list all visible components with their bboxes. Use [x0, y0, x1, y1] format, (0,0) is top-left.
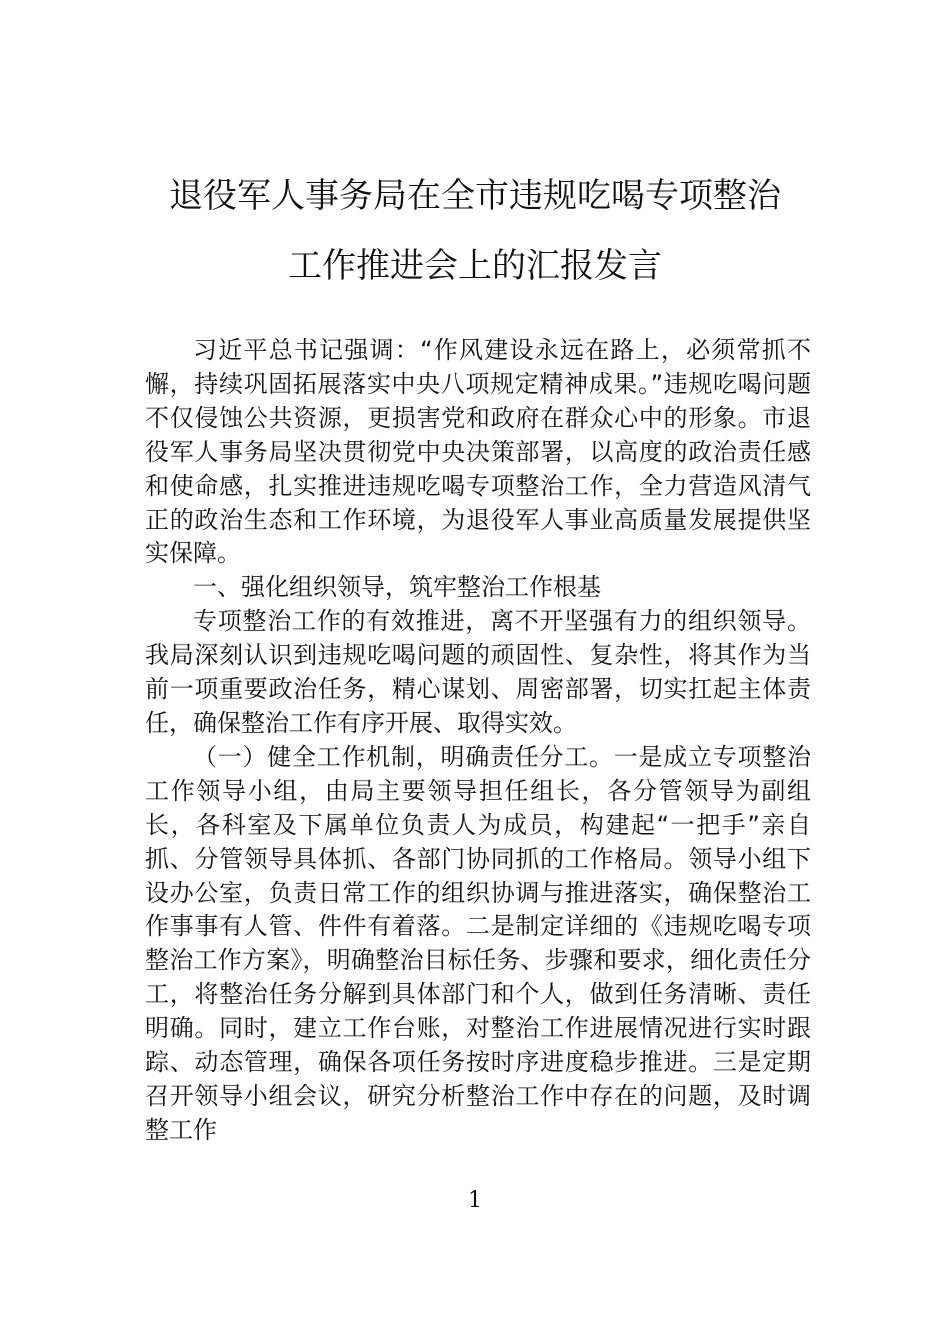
paragraph-subsection-1: （一）健全工作机制，明确责任分工。一是成立专项整治工作领导小组，由局主要领导担任组长，各分管领导为副组长，各科室及下属单位负责人为成员，构建起“一把手”亲自抓、分管领导具体抓、各部门协同抓的工作格局。领导小组下设办公室，负责日常工作的组织协调与推进落实，确保整治工作事事有人管、件件有着落。二是制定详细的《违规吃喝专项整治工作方案》，明确整治目标任务、步骤和要求，细化责任分工，将整治任务分解到具体部门和个人，做到任务清晰、责任明确。同时，建立工作台账，对整治工作进展情况进行实时跟踪、动态管理，确保各项任务按时序进度稳步推进。三是定期召开领导小组会议，研究分析整治工作中存在的问题，及时调整工作 — [145, 742, 811, 1144]
document-body — [145, 334, 811, 1148]
paragraph-section-1: 专项整治工作的有效推进，离不开坚强有力的组织领导。我局深刻认识到违规吃喝问题的顽固性、复杂性，将其作为当前一项重要政治任务，精心谋划、周密部署，切实扛起主体责任，确保整治工作有序开展、取得实效。 — [145, 607, 811, 737]
page-number: 1 — [468, 1188, 482, 1213]
document-title-line-2: 工作推进会上的汇报发言 — [288, 246, 662, 286]
paragraph-intro: 习近平总书记强调：“作风建设永远在路上，必须常抓不懈，持续巩固拓展落实中央八项规定精神成果。”违规吃喝问题不仅侵蚀公共资源，更损害党和政府在群众心中的形象。市退役军人事务局坚决贯彻党中央决策部署，以高度的政治责任感和使命感，扎实推进违规吃喝专项整治工作，全力营造风清气正的政治生态和工作环境，为退役军人事业高质量发展提供坚实保障。 — [145, 336, 811, 568]
document-title-line-1: 退役军人事务局在全市违规吃喝专项整治 — [169, 176, 781, 216]
section-heading-1: 一、强化组织领导，筑牢整治工作根基 — [193, 573, 601, 602]
